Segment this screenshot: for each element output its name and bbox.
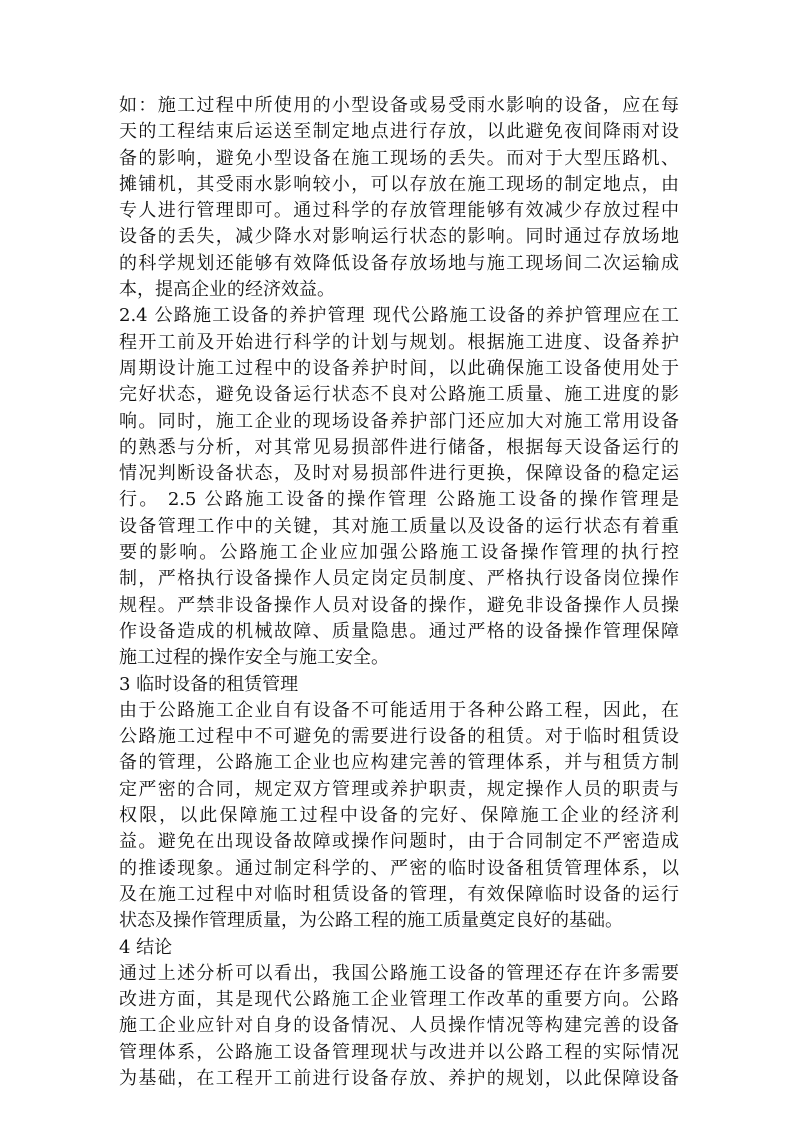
text-line: 由于公路施工企业自有设备不可能适用于各种公路工程，因此，在: [119, 699, 679, 721]
text-line: 完好状态，避免设备运行状态不良对公路施工质量、施工进度的影: [119, 384, 679, 406]
text-line: 定严密的合同，规定双方管理或养护职责，规定操作人员的职责与: [119, 778, 679, 800]
text-line: 制，严格执行设备操作人员定岗定员制度、严格执行设备岗位操作: [119, 568, 679, 590]
text-line: 公路施工过程中不可避免的需要进行设备的租赁。对于临时租赁设: [119, 726, 679, 748]
text-line: 要的影响。公路施工企业应加强公路施工设备操作管理的执行控: [119, 542, 679, 564]
text-line: 周期设计施工过程中的设备养护时间，以此确保施工设备使用处于: [119, 357, 679, 379]
text-line: 通过上述分析可以看出，我国公路施工设备的管理还存在许多需要: [119, 962, 679, 984]
text-line: 改进方面，其是现代公路施工企业管理工作改革的重要方向。公路: [119, 989, 679, 1011]
text-line: 设备的丢失，减少降水对影响运行状态的影响。同时通过存放场地: [119, 226, 679, 248]
text-line: 摊铺机，其受雨水影响较小，可以存放在施工现场的制定地点，由: [119, 173, 679, 195]
text-line: 行。 2.5 公路施工设备的操作管理 公路施工设备的操作管理是: [119, 489, 679, 511]
text-line: 如：施工过程中所使用的小型设备或易受雨水影响的设备，应在每: [119, 95, 679, 116]
text-line: 响。同时，施工企业的现场设备养护部门还应加大对施工常用设备: [119, 410, 679, 432]
text-line: 备的管理，公路施工企业也应构建完善的管理体系，并与租赁方制: [119, 752, 679, 774]
text-line: 天的工程结束后运送至制定地点进行存放，以此避免夜间降雨对设: [119, 121, 679, 143]
text-line: 施工企业应针对自身的设备情况、人员操作情况等构建完善的设备: [119, 1015, 679, 1037]
section-heading: 3 临时设备的租赁管理: [119, 673, 299, 695]
paragraph-last-line: 本，提高企业的经济效益。: [119, 279, 335, 301]
document-page: [119, 93, 679, 1092]
text-line: 的熟悉与分析，对其常见易损部件进行储备，根据每天设备运行的: [119, 436, 679, 458]
text-line: 程开工前及开始进行科学的计划与规划。根据施工进度、设备养护: [119, 331, 679, 353]
text-line: 专人进行管理即可。通过科学的存放管理能够有效减少存放过程中: [119, 200, 679, 222]
text-line: 管理体系，公路施工设备管理现状与改进并以公路工程的实际情况: [119, 1041, 679, 1063]
text-line: 作设备造成的机械故障、质量隐患。通过严格的设备操作管理保障: [119, 620, 679, 642]
section-heading: 4 结论: [119, 936, 173, 958]
text-line: 规程。严禁非设备操作人员对设备的操作，避免非设备操作人员操: [119, 594, 679, 616]
text-line: 2.4 公路施工设备的养护管理 现代公路施工设备的养护管理应在工: [119, 305, 679, 327]
paragraph-last-line: 状态及操作管理质量，为公路工程的施工质量奠定良好的基础。: [119, 910, 623, 932]
paragraph-last-line: 施工过程的操作安全与施工安全。: [119, 647, 389, 669]
text-line: 设备管理工作中的关键，其对施工质量以及设备的运行状态有着重: [119, 515, 679, 537]
document-body: [119, 93, 679, 1092]
text-line: 益。避免在出现设备故障或操作问题时，由于合同制定不严密造成: [119, 831, 679, 853]
text-line: 的推诿现象。通过制定科学的、严密的临时设备租赁管理体系，以: [119, 857, 679, 879]
text-line: 权限，以此保障施工过程中设备的完好、保障施工企业的经济利: [119, 805, 679, 827]
text-line: 为基础，在工程开工前进行设备存放、养护的规划，以此保障设备: [119, 1067, 679, 1089]
text-line: 备的影响，避免小型设备在施工现场的丢失。而对于大型压路机、: [119, 147, 679, 169]
text-line: 的科学规划还能够有效降低设备存放场地与施工现场间二次运输成: [119, 252, 679, 274]
text-line: 及在施工过程中对临时租赁设备的管理，有效保障临时设备的运行: [119, 883, 679, 905]
text-line: 情况判断设备状态，及时对易损部件进行更换，保障设备的稳定运: [119, 463, 679, 485]
